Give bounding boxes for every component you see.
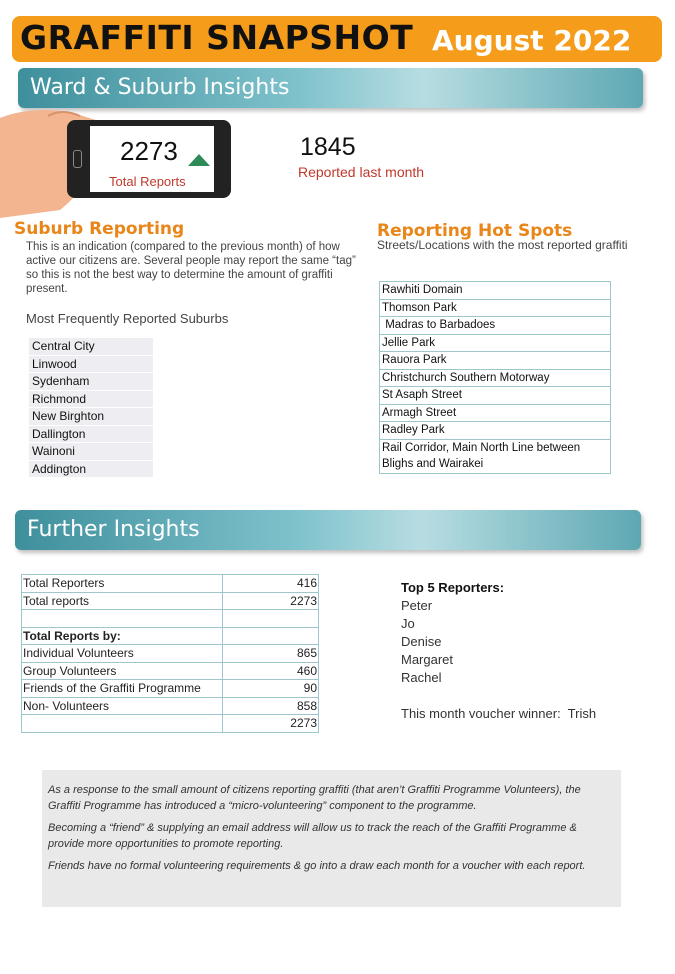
micro-volunteering-note [42,770,621,907]
top-reporters-heading: Top 5 Reporters: [401,580,505,595]
list-item: Margaret [401,652,454,667]
hot-spots-subheading: Streets/Locations with the most reported graffiti [377,238,628,252]
group-volunteers-value: 460 [223,662,319,680]
list-item: Linwood [29,356,153,374]
table-row: Radley Park [380,422,610,440]
individual-volunteers-value: 865 [223,645,319,663]
table-row [22,680,319,698]
note-paragraph: Friends have no formal volunteering requirements & go into a draw each month for a voucher with each report. [48,860,586,872]
reports-stats-table [21,574,319,733]
table-row: Rail Corridor, Main North Line between Blighs and Wairakei [382,441,581,470]
friends-value: 90 [223,680,319,698]
page-title: GRAFFITI SNAPSHOT [20,18,414,57]
individual-volunteers-label: Individual Volunteers [22,645,223,663]
table-row: Rauora Park [380,352,610,370]
report-month: August 2022 [432,24,632,57]
total-reporters-value: 416 [223,575,319,593]
table-row [22,662,319,680]
voucher-winner: This month voucher winner: Trish [401,706,597,721]
table-row: St Asaph Street [380,387,610,405]
friends-label: Friends of the Graffiti Programme [22,680,223,698]
list-item: Jo [401,616,415,631]
further-section-banner [15,510,641,550]
suburb-list-heading: Most Frequently Reported Suburbs [26,311,229,326]
list-item: Peter [401,598,433,613]
list-item: New Birghton [29,408,153,426]
group-volunteers-label: Group Volunteers [22,662,223,680]
top-reporters [401,580,504,687]
empty-cell [22,715,223,733]
up-arrow-icon [188,154,210,166]
list-item: Wainoni [29,443,153,461]
table-row [22,627,319,645]
list-item: Sydenham [29,373,153,391]
list-item: Denise [401,634,442,649]
list-item: Rachel [401,670,442,685]
non-volunteers-value: 858 [223,697,319,715]
total-reports-row-value: 2273 [223,592,319,610]
reports-by-heading: Total Reports by: [22,627,223,645]
suburb-reporting-heading: Suburb Reporting [14,219,185,239]
non-volunteers-label: Non- Volunteers [22,697,223,715]
hot-spots-heading: Reporting Hot Spots [377,221,573,241]
phone-home-button [73,150,82,168]
table-row [22,715,319,733]
total-reports-value: 2273 [120,136,178,166]
empty-cell [223,610,319,628]
table-row: Armagh Street [380,405,610,423]
empty-cell [223,627,319,645]
note-paragraph: Becoming a “friend” & supplying an email address will allow us to track the reach of the Graffiti Programme & provide more opportunities to promote reporting. [48,822,577,850]
ward-section-title: Ward & Suburb Insights [30,75,290,100]
empty-cell [22,610,223,628]
list-item: Dallington [29,426,153,444]
suburb-list [29,338,153,478]
total-reports-label: Total Reports [109,174,186,189]
note-paragraph: As a response to the small amount of citizens reporting graffiti (that aren’t Graffiti Programme Volunteers), the Graffiti Programme has introduced a “micro-volunteering” component to the programme. [48,784,581,812]
last-month-value: 1845 [300,133,356,161]
ward-section-banner [18,68,643,108]
table-row: Rawhiti Domain [380,282,610,300]
last-month-label: Reported last month [298,164,425,180]
table-row [22,592,319,610]
list-item: Addington [29,461,153,479]
table-row [22,575,319,593]
total-reports-row-label: Total reports [22,592,223,610]
table-row: Thomson Park [380,300,610,318]
total-reporters-label: Total Reporters [22,575,223,593]
hot-spots-table [379,281,611,474]
table-row: Jellie Park [380,335,610,353]
list-item: Richmond [29,391,153,409]
table-row [22,610,319,628]
table-row: Christchurch Southern Motorway [380,370,610,388]
table-row: Madras to Barbadoes [380,317,610,335]
reports-sum-value: 2273 [223,715,319,733]
further-section-title: Further Insights [27,517,200,542]
suburb-reporting-description: This is an indication (compared to the previous month) of how active our citizens are. Several people may report the same “tag” so this is not the best way to determine the amount of graffiti present. [26,241,356,295]
list-item: Central City [29,338,153,356]
table-row [22,697,319,715]
table-row [22,645,319,663]
